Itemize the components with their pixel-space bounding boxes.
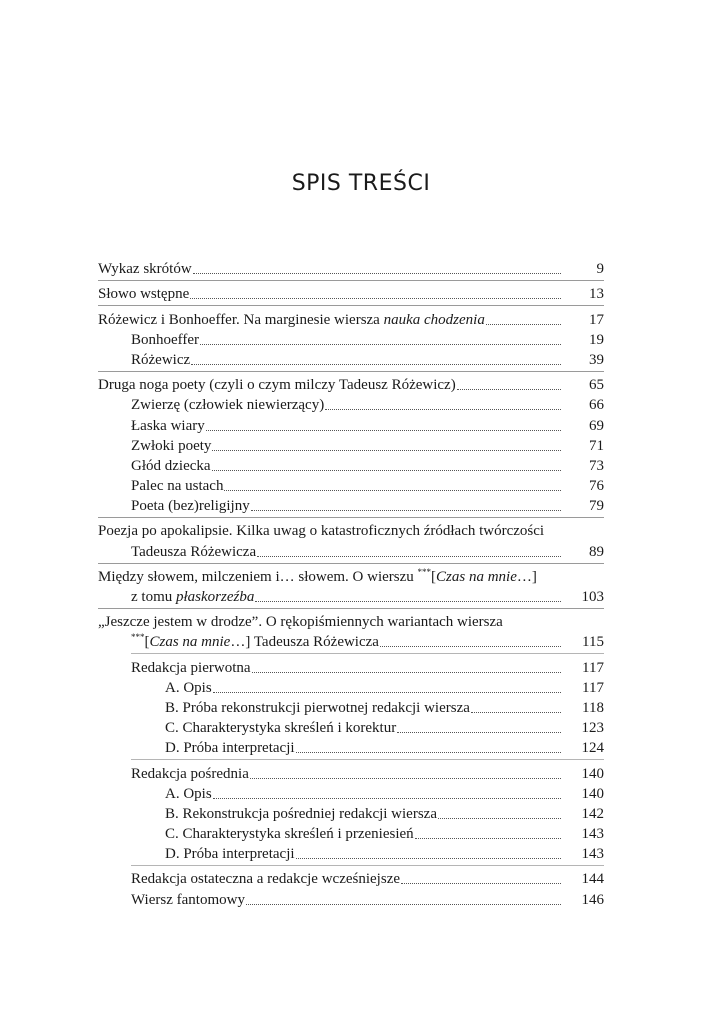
toc-entry-title: Słowo wstępne [98, 286, 190, 303]
toc-page-number: 71 [589, 437, 604, 454]
toc-subentry [98, 868, 604, 888]
toc-page-number: 9 [596, 261, 604, 278]
toc-entry-title-cont: z tomu płaskorzeźba [131, 589, 255, 605]
toc-page-number: 66 [589, 397, 604, 414]
toc-entry-title: Zwierzę (człowiek niewierzący) [131, 397, 325, 414]
toc-page-number: 117 [582, 679, 604, 696]
toc-page-number: 146 [581, 891, 604, 908]
toc-page-number: 103 [581, 589, 604, 605]
dot-leader [212, 470, 561, 471]
toc-page-number: 19 [589, 331, 604, 348]
toc-subsubentry [98, 677, 604, 697]
dot-leader [193, 273, 561, 274]
toc-subentry [98, 394, 604, 414]
toc-page-number: 115 [582, 634, 604, 651]
toc-entry-title: Łaska wiary [131, 417, 205, 434]
toc-page-number: 140 [581, 765, 604, 782]
toc-page-number: 144 [581, 871, 604, 888]
toc-subsubentry [98, 697, 604, 717]
toc-entry-title: Redakcja pierwotna [131, 659, 251, 676]
toc-entry-title: B. Próba rekonstrukcji pierwotnej redakcji wiersza [165, 699, 470, 716]
toc-entry [98, 374, 604, 394]
toc-page-number: 73 [589, 457, 604, 474]
toc-entry-title-cont: ***[Czas na mnie…] Tadeusza Różewicza [131, 632, 379, 651]
dot-leader [457, 389, 561, 390]
dot-leader [190, 298, 561, 299]
toc-entry-title: D. Próba interpretacji [165, 740, 295, 757]
dot-leader [438, 818, 561, 819]
toc-subsubentry [98, 737, 604, 757]
divider [98, 608, 604, 609]
dot-leader [252, 672, 561, 673]
toc-page-number: 69 [589, 417, 604, 434]
toc-entry-title: A. Opis [165, 679, 212, 696]
toc-page-number: 89 [589, 543, 604, 560]
dot-leader [486, 324, 561, 325]
divider [98, 517, 604, 518]
dot-leader [213, 798, 561, 799]
dot-leader [257, 556, 561, 557]
toc-subsubentry [98, 803, 604, 823]
divider [98, 280, 604, 281]
toc-subsubentry [98, 823, 604, 843]
dot-leader [200, 344, 561, 345]
toc-page-number: 79 [589, 498, 604, 515]
dot-leader [296, 858, 561, 859]
dot-leader [251, 510, 561, 511]
dot-leader [224, 490, 561, 491]
dot-leader [246, 904, 561, 905]
dot-leader [191, 364, 561, 365]
toc-page-number: 17 [589, 311, 604, 328]
dot-leader [255, 601, 561, 602]
toc-subentry [98, 435, 604, 455]
dot-leader [415, 838, 561, 839]
toc-entry-title: Redakcja ostateczna a redakcje wcześniejsze [131, 871, 401, 888]
dot-leader [471, 712, 561, 713]
toc-subentry [98, 455, 604, 475]
toc-entry-title: Redakcja pośrednia [131, 765, 249, 782]
toc-entry-line [98, 566, 604, 586]
toc-entry-line [98, 520, 604, 540]
toc-entry-title: Bonhoeffer [131, 331, 200, 348]
toc-entry-title: Poeta (bez)religijny [131, 498, 250, 515]
toc-entry-title: Różewicz i Bonhoeffer. Na marginesie wiersza nauka chodzenia [98, 311, 485, 328]
toc-page-number: 143 [581, 846, 604, 863]
toc-entry [98, 258, 604, 278]
divider [131, 653, 604, 654]
toc-subentry [98, 656, 604, 676]
table-of-contents [98, 258, 604, 909]
toc-entry [98, 283, 604, 303]
toc-subentry [98, 495, 604, 515]
toc-entry [98, 308, 604, 328]
dot-leader [212, 450, 561, 451]
toc-subentry [98, 414, 604, 434]
toc-entry-title: D. Próba interpretacji [165, 846, 295, 863]
toc-page-number: 123 [581, 720, 604, 737]
toc-subentry [98, 762, 604, 782]
toc-page-number: 117 [582, 659, 604, 676]
toc-page-number: 76 [589, 478, 604, 495]
toc-page-number: 39 [589, 351, 604, 368]
divider [98, 371, 604, 372]
dot-leader [380, 646, 561, 647]
dot-leader [206, 430, 561, 431]
toc-page-number: 140 [581, 785, 604, 802]
toc-entry-title: Wiersz fantomowy [131, 891, 245, 908]
toc-entry-title: C. Charakterystyka skreśleń i korektur [165, 720, 397, 737]
dot-leader [296, 752, 561, 753]
toc-page-number: 143 [581, 826, 604, 843]
toc-page-number: 118 [582, 699, 604, 716]
toc-subentry [98, 349, 604, 369]
toc-page-number: 65 [589, 377, 604, 394]
toc-page-number: 142 [581, 805, 604, 822]
divider [131, 865, 604, 866]
toc-page-number: 124 [581, 740, 604, 757]
toc-subentry [98, 888, 604, 908]
toc-page-number: 13 [589, 286, 604, 303]
toc-entry-title: B. Rekonstrukcja pośredniej redakcji wiersza [165, 805, 437, 822]
divider [131, 759, 604, 760]
toc-entry-continuation [98, 631, 604, 651]
dot-leader [213, 692, 561, 693]
toc-entry-title: Zwłoki poety [131, 437, 212, 454]
toc-entry-title: Wykaz skrótów [98, 261, 192, 278]
toc-entry-title: Różewicz [131, 351, 191, 368]
dot-leader [250, 778, 561, 779]
toc-entry-title: Poezja po apokalipsie. Kilka uwag o katastroficznych źródłach twórczości [98, 523, 545, 540]
toc-entry-title: „Jeszcze jestem w drodze”. O rękopiśmiennych wariantach wiersza [98, 614, 503, 631]
toc-entry-title: Między słowem, milczeniem i… słowem. O wierszu ***[Czas na mnie…] [98, 566, 537, 585]
dot-leader [401, 883, 561, 884]
page-title: SPIS TREŚCI [291, 171, 431, 196]
toc-entry-title: Palec na ustach [131, 478, 224, 495]
toc-entry-continuation [98, 586, 604, 606]
toc-entry-title-cont: Tadeusza Różewicza [131, 543, 257, 560]
toc-entry-title: A. Opis [165, 785, 212, 802]
dot-leader [325, 409, 561, 410]
toc-entry-title: Głód dziecka [131, 457, 211, 474]
toc-entry-title: C. Charakterystyka skreśleń i przeniesień [165, 826, 414, 843]
divider [98, 305, 604, 306]
toc-subentry [98, 475, 604, 495]
toc-entry-title: Druga noga poety (czyli o czym milczy Tadeusz Różewicz) [98, 377, 456, 394]
toc-subsubentry [98, 717, 604, 737]
toc-subsubentry [98, 843, 604, 863]
toc-subsubentry [98, 783, 604, 803]
toc-entry-continuation [98, 540, 604, 560]
dot-leader [397, 732, 561, 733]
toc-subentry [98, 329, 604, 349]
